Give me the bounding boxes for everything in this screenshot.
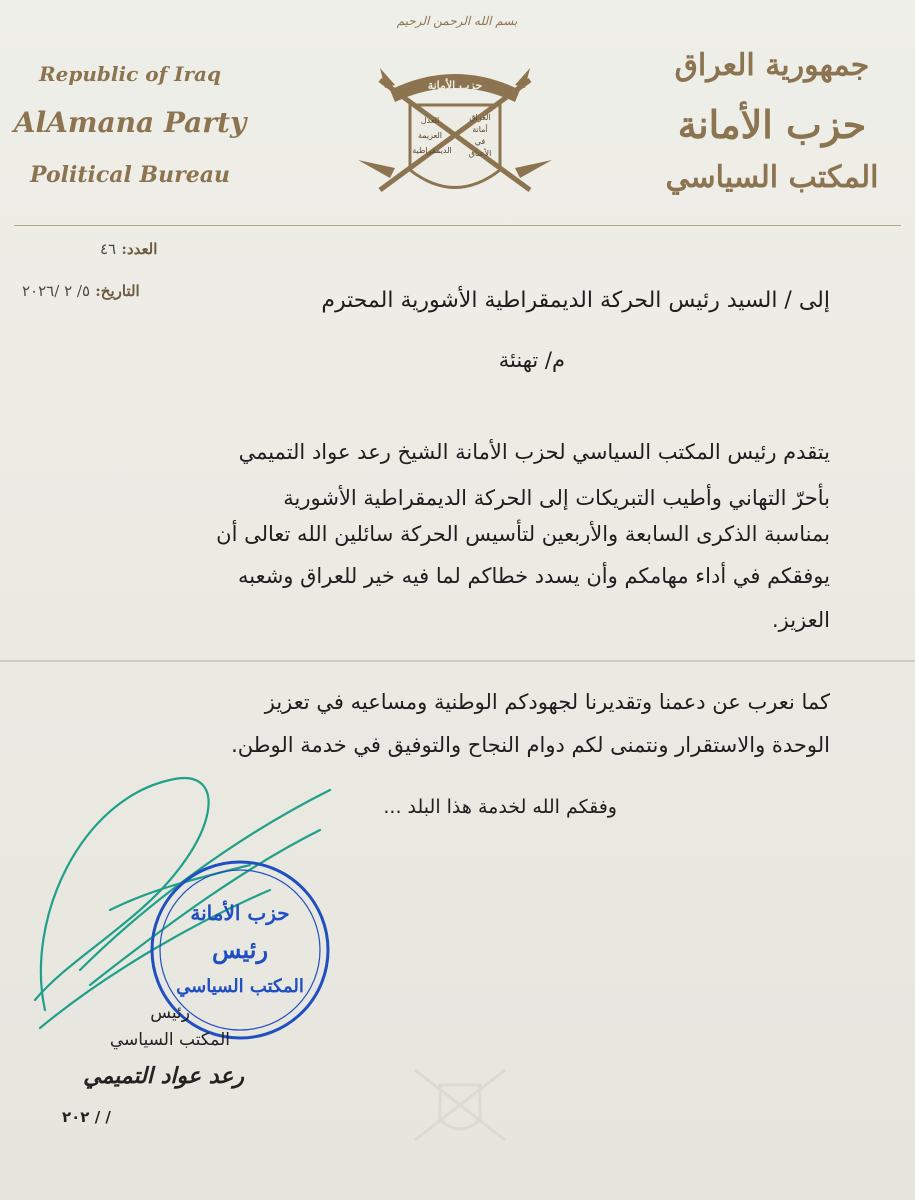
paragraph1-line: بمناسبة الذكرى السابعة والأربعين لتأسيس الحركة سائلين الله تعالى أن: [216, 522, 830, 546]
letterhead-bureau-en: Political Bureau: [30, 162, 230, 188]
emblem-right-line: أمانة: [472, 125, 488, 134]
paper-fold-line: [0, 660, 915, 662]
letter-number-value: ٤٦: [100, 240, 117, 258]
watermark-emblem: [400, 1060, 520, 1150]
paragraph1-line: بأحرّ التهاني وأطيب التبريكات إلى الحركة الديمقراطية الأشورية: [283, 486, 830, 510]
emblem-left-line: الديمقراطية: [412, 146, 452, 155]
stamp-text-line: رئيس: [211, 935, 269, 964]
paragraph2-line: كما نعرب عن دعمنا وتقديرنا لجهودكم الوطنية ومساعيه في تعزيز: [264, 690, 830, 714]
letter-number-label: العدد:: [121, 240, 158, 258]
paragraph1-line: يتقدم رئيس المكتب السياسي لحزب الأمانة الشيخ رعد عواد التميمي: [238, 440, 830, 464]
emblem-banner-text: حزب الأمانة: [427, 79, 483, 92]
letter-date: [22, 282, 140, 300]
letterhead-bureau-ar: المكتب السياسي: [665, 160, 879, 195]
letterhead-party-en: AlAmana Party: [13, 106, 247, 139]
letterhead-country-ar: جمهورية العراق: [674, 48, 870, 83]
stamp-text-line: المكتب السياسي: [176, 976, 304, 997]
letter-date-label: التاريخ:: [95, 282, 140, 300]
party-emblem: [350, 60, 560, 210]
paragraph1-line: يوفقكم في أداء مهامكم وأن يسدد خطاكم لما فيه خير للعراق وشعبه: [237, 564, 830, 588]
letterhead-country-en: Republic of Iraq: [39, 62, 221, 86]
recipient-line: إلى / السيد رئيس الحركة الديمقراطية الأشورية المحترم: [321, 288, 830, 313]
closing-line: وفقكم الله لخدمة هذا البلد ...: [383, 796, 617, 818]
paragraph1-line: العزيز.: [771, 608, 830, 632]
header-divider: [14, 225, 901, 226]
emblem-right-line: العراق: [469, 113, 491, 122]
signature-date: / / ٢٠٢: [62, 1108, 111, 1126]
subject-line: م/ تهنئة: [498, 348, 565, 372]
basmala: بسم الله الرحمن الرحيم: [396, 14, 518, 28]
emblem-left-line: العدل: [420, 116, 440, 125]
letterhead-party-ar: حزب الأمانة: [677, 102, 867, 147]
emblem-right-line: في: [474, 137, 486, 146]
paragraph2-line: الوحدة والاستقرار ونتمنى لكم دوام النجاح والتوفيق في خدمة الوطن.: [231, 733, 830, 757]
letter-number: [100, 240, 157, 258]
signature-title-line1: رئيس: [150, 1003, 190, 1023]
letter-date-value: ٥/ ٢ /٢٠٢٦: [22, 282, 91, 300]
signature-name: رعد عواد التميمي: [83, 1064, 244, 1089]
stamp-text-line: حزب الأمانة: [190, 901, 290, 925]
emblem-left-line: العزيمة: [417, 131, 443, 140]
signature-title-line2: المكتب السياسي: [109, 1030, 230, 1050]
emblem-right-line: الأعناق: [468, 149, 492, 158]
